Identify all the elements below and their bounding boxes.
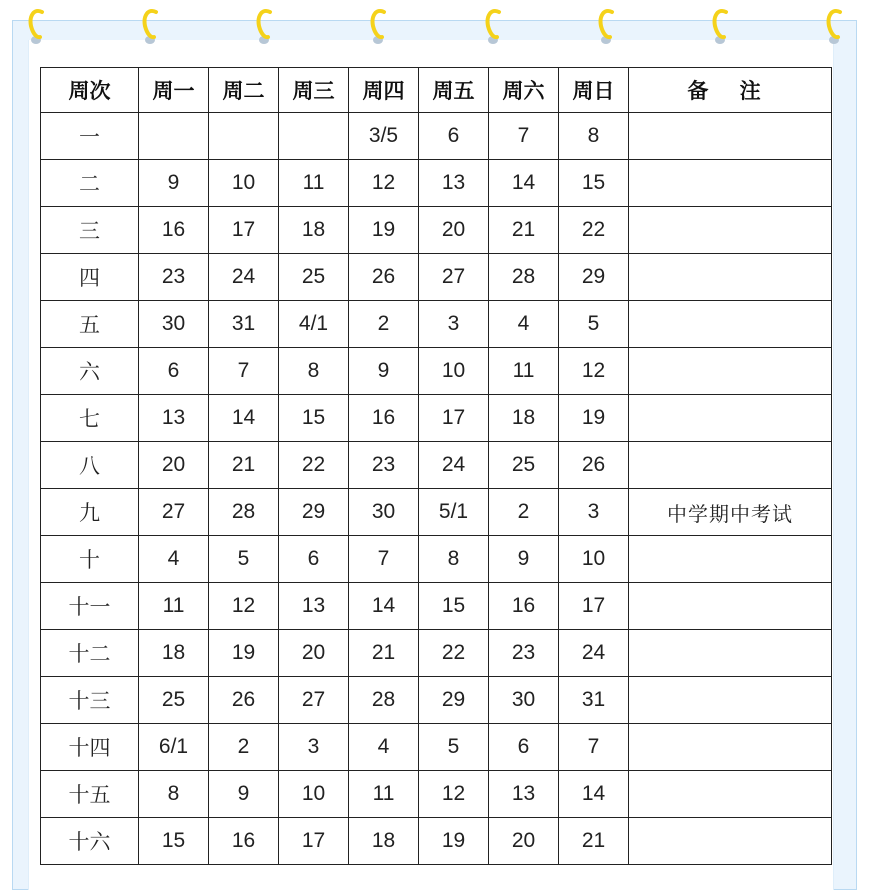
header-notes: 备 注	[629, 68, 832, 113]
date-cell: 27	[139, 489, 209, 536]
date-cell: 24	[559, 630, 629, 677]
date-cell: 13	[419, 160, 489, 207]
date-cell: 21	[489, 207, 559, 254]
date-cell: 17	[279, 818, 349, 865]
date-cell: 6	[419, 113, 489, 160]
note-cell	[629, 395, 832, 442]
date-cell: 7	[209, 348, 279, 395]
binder-ring-icon	[485, 6, 507, 42]
header-day: 周日	[559, 68, 629, 113]
note-cell	[629, 160, 832, 207]
date-cell: 11	[279, 160, 349, 207]
date-cell: 5	[559, 301, 629, 348]
week-row	[41, 771, 832, 818]
week-label: 一	[41, 113, 139, 160]
note-cell	[629, 583, 832, 630]
date-cell: 6	[279, 536, 349, 583]
week-label: 八	[41, 442, 139, 489]
date-cell: 4	[139, 536, 209, 583]
date-cell: 16	[209, 818, 279, 865]
date-cell: 12	[209, 583, 279, 630]
date-cell: 9	[489, 536, 559, 583]
date-cell: 12	[559, 348, 629, 395]
date-cell: 7	[559, 724, 629, 771]
date-cell: 19	[559, 395, 629, 442]
date-cell: 23	[349, 442, 419, 489]
date-cell	[139, 113, 209, 160]
week-row	[41, 395, 832, 442]
date-cell: 28	[349, 677, 419, 724]
date-cell: 20	[139, 442, 209, 489]
date-cell: 16	[139, 207, 209, 254]
date-cell: 11	[489, 348, 559, 395]
date-cell: 10	[419, 348, 489, 395]
date-cell: 9	[139, 160, 209, 207]
week-label: 十三	[41, 677, 139, 724]
date-cell: 24	[209, 254, 279, 301]
date-cell: 25	[139, 677, 209, 724]
note-cell	[629, 207, 832, 254]
date-cell: 14	[489, 160, 559, 207]
date-cell: 30	[489, 677, 559, 724]
note-cell	[629, 677, 832, 724]
week-row	[41, 630, 832, 677]
date-cell: 27	[279, 677, 349, 724]
date-cell: 4	[489, 301, 559, 348]
date-cell: 3	[279, 724, 349, 771]
date-cell: 5	[209, 536, 279, 583]
date-cell: 6/1	[139, 724, 209, 771]
week-label: 十五	[41, 771, 139, 818]
week-row	[41, 254, 832, 301]
date-cell: 15	[139, 818, 209, 865]
header-week: 周次	[41, 68, 139, 113]
week-label: 五	[41, 301, 139, 348]
week-label: 十二	[41, 630, 139, 677]
date-cell: 18	[489, 395, 559, 442]
date-cell: 12	[419, 771, 489, 818]
week-row	[41, 583, 832, 630]
date-cell: 12	[349, 160, 419, 207]
date-cell: 4/1	[279, 301, 349, 348]
week-row	[41, 207, 832, 254]
date-cell: 5	[419, 724, 489, 771]
week-row	[41, 724, 832, 771]
date-cell: 10	[209, 160, 279, 207]
date-cell: 15	[279, 395, 349, 442]
week-label: 二	[41, 160, 139, 207]
date-cell: 29	[279, 489, 349, 536]
date-cell: 26	[559, 442, 629, 489]
binder-ring-icon	[712, 6, 734, 42]
note-cell	[629, 254, 832, 301]
note-cell	[629, 536, 832, 583]
week-label: 三	[41, 207, 139, 254]
semester-calendar-table	[40, 67, 832, 865]
date-cell: 31	[559, 677, 629, 724]
date-cell: 21	[559, 818, 629, 865]
date-cell: 29	[419, 677, 489, 724]
date-cell: 31	[209, 301, 279, 348]
header-day: 周三	[279, 68, 349, 113]
date-cell: 15	[559, 160, 629, 207]
date-cell: 18	[349, 818, 419, 865]
date-cell: 28	[489, 254, 559, 301]
week-row	[41, 442, 832, 489]
date-cell: 5/1	[419, 489, 489, 536]
week-row	[41, 301, 832, 348]
date-cell: 29	[559, 254, 629, 301]
date-cell: 18	[139, 630, 209, 677]
date-cell: 16	[349, 395, 419, 442]
date-cell: 14	[209, 395, 279, 442]
week-row	[41, 160, 832, 207]
date-cell: 24	[419, 442, 489, 489]
week-row	[41, 348, 832, 395]
date-cell	[209, 113, 279, 160]
date-cell: 16	[489, 583, 559, 630]
date-cell: 20	[279, 630, 349, 677]
date-cell: 23	[139, 254, 209, 301]
date-cell: 10	[279, 771, 349, 818]
header-day: 周五	[419, 68, 489, 113]
note-cell	[629, 771, 832, 818]
date-cell: 25	[279, 254, 349, 301]
date-cell: 17	[559, 583, 629, 630]
date-cell: 15	[419, 583, 489, 630]
date-cell: 22	[279, 442, 349, 489]
week-label: 十一	[41, 583, 139, 630]
date-cell: 19	[209, 630, 279, 677]
date-cell: 21	[209, 442, 279, 489]
date-cell: 3	[559, 489, 629, 536]
note-cell	[629, 348, 832, 395]
week-label: 六	[41, 348, 139, 395]
week-label: 十	[41, 536, 139, 583]
date-cell: 17	[419, 395, 489, 442]
header-day: 周六	[489, 68, 559, 113]
date-cell: 13	[489, 771, 559, 818]
binder-ring-icon	[826, 6, 848, 42]
week-row	[41, 818, 832, 865]
date-cell: 2	[489, 489, 559, 536]
date-cell: 8	[279, 348, 349, 395]
date-cell: 14	[349, 583, 419, 630]
date-cell: 27	[419, 254, 489, 301]
week-label: 七	[41, 395, 139, 442]
date-cell: 28	[209, 489, 279, 536]
date-cell: 20	[489, 818, 559, 865]
binder-ring-icon	[142, 6, 164, 42]
date-cell: 9	[209, 771, 279, 818]
date-cell: 2	[209, 724, 279, 771]
week-label: 十六	[41, 818, 139, 865]
date-cell: 30	[139, 301, 209, 348]
header-day: 周二	[209, 68, 279, 113]
date-cell: 6	[489, 724, 559, 771]
week-label: 四	[41, 254, 139, 301]
date-cell: 2	[349, 301, 419, 348]
header-day: 周一	[139, 68, 209, 113]
note-cell	[629, 818, 832, 865]
binder-ring-icon	[598, 6, 620, 42]
date-cell: 3	[419, 301, 489, 348]
header-day: 周四	[349, 68, 419, 113]
date-cell: 14	[559, 771, 629, 818]
binder-ring-icon	[370, 6, 392, 42]
date-cell: 3/5	[349, 113, 419, 160]
date-cell: 26	[209, 677, 279, 724]
date-cell: 30	[349, 489, 419, 536]
date-cell: 8	[419, 536, 489, 583]
week-row	[41, 113, 832, 160]
note-cell: 中学期中考试	[629, 489, 832, 536]
week-label: 九	[41, 489, 139, 536]
date-cell: 21	[349, 630, 419, 677]
date-cell: 26	[349, 254, 419, 301]
week-row	[41, 677, 832, 724]
week-row	[41, 536, 832, 583]
date-cell: 22	[419, 630, 489, 677]
date-cell: 11	[349, 771, 419, 818]
date-cell: 4	[349, 724, 419, 771]
note-cell	[629, 442, 832, 489]
date-cell: 20	[419, 207, 489, 254]
date-cell	[279, 113, 349, 160]
date-cell: 6	[139, 348, 209, 395]
header-row	[41, 68, 832, 113]
date-cell: 18	[279, 207, 349, 254]
date-cell: 7	[489, 113, 559, 160]
date-cell: 19	[349, 207, 419, 254]
date-cell: 9	[349, 348, 419, 395]
date-cell: 17	[209, 207, 279, 254]
note-cell	[629, 301, 832, 348]
date-cell: 22	[559, 207, 629, 254]
week-row	[41, 489, 832, 536]
date-cell: 7	[349, 536, 419, 583]
date-cell: 23	[489, 630, 559, 677]
note-cell	[629, 113, 832, 160]
date-cell: 19	[419, 818, 489, 865]
binder-ring-icon	[256, 6, 278, 42]
date-cell: 13	[279, 583, 349, 630]
date-cell: 11	[139, 583, 209, 630]
note-cell	[629, 630, 832, 677]
week-label: 十四	[41, 724, 139, 771]
date-cell: 8	[139, 771, 209, 818]
date-cell: 25	[489, 442, 559, 489]
date-cell: 13	[139, 395, 209, 442]
binder-ring-icon	[28, 6, 50, 42]
date-cell: 10	[559, 536, 629, 583]
note-cell	[629, 724, 832, 771]
date-cell: 8	[559, 113, 629, 160]
